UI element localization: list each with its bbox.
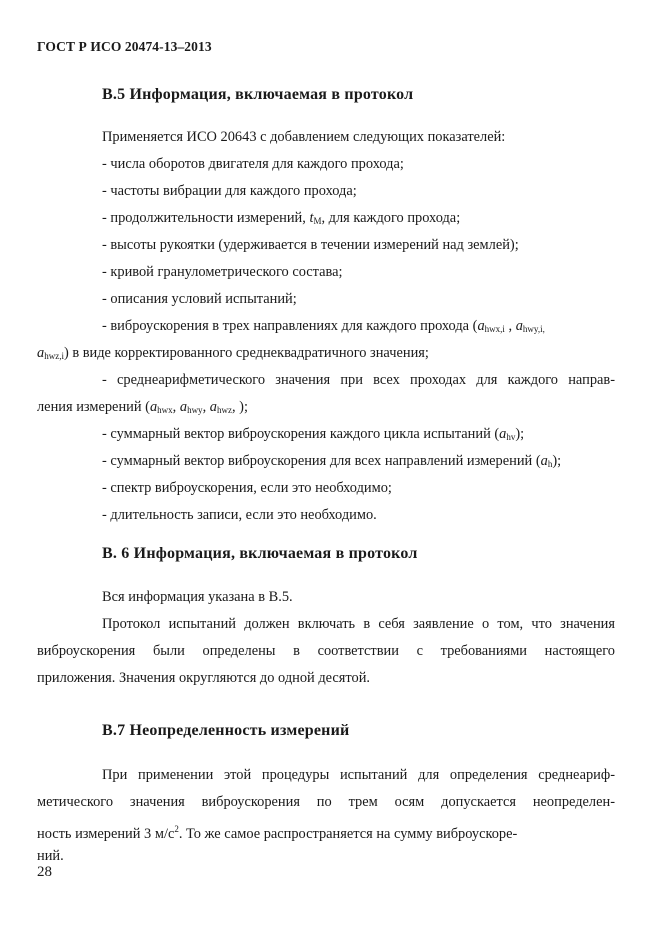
b5-item-sum-cycle: - суммарный вектор виброускорения каждого цикла испытаний $(a_{hv})$; xyxy=(102,426,525,442)
b5-item: - числа оборотов двигателя для каждого прохода; xyxy=(102,156,404,172)
b5-intro: Применяется ИСО 20643 с добавлением следующих показателей: xyxy=(102,129,506,145)
section-b6-title: В. 6 Информация, включаемая в протокол xyxy=(102,545,418,562)
b7-paragraph-line: При применении этой процедуры испытаний для определения среднеариф- xyxy=(102,767,615,783)
b5-item: - описания условий испытаний; xyxy=(102,291,297,307)
b5-item: - высоты рукоятки (удерживается в течении измерений над землей); xyxy=(102,237,519,253)
b5-item-mean-line1: - среднеарифметического значения при всех проходах для каждого направ- xyxy=(102,372,615,388)
page-number: 28 xyxy=(37,864,52,880)
section-b5-title: В.5 Информация, включаемая в протокол xyxy=(102,86,414,103)
b5-item-sum-all: - суммарный вектор виброускорения для всех направлений измерений $(a_h)$; xyxy=(102,453,562,469)
b7-paragraph-line-3: ность измерений 3 $м/с^2$. То же самое распространяется на сумму виброускоре- xyxy=(37,824,518,842)
b5-item-vibro-line1: - виброускорения в трех направлениях для каждого прохода ($a_{hwx,i}$ , $a_{hwy,i,}$ xyxy=(102,318,545,334)
b5-item: - кривой гранулометрического состава; xyxy=(102,264,343,280)
b6-paragraph-1: Вся информация указана в В.5. xyxy=(102,589,293,605)
b5-item: - частоты вибрации для каждого прохода; xyxy=(102,183,357,199)
section-b7-title: В.7 Неопределенность измерений xyxy=(102,722,350,739)
b5-item-vibro-line2: $a_{hwz,i}$) в виде корректированного среднеквадратичного значения; xyxy=(37,345,429,361)
b7-paragraph-line: метического значения виброускорения по трем осям допускается неопределен- xyxy=(37,794,615,810)
b5-item: - длительность записи, если это необходимо. xyxy=(102,507,377,523)
b6-paragraph-2-line: Протокол испытаний должен включать в себя заявление о том, что значения xyxy=(102,616,615,632)
b7-paragraph-line: ний. xyxy=(37,848,64,864)
b6-paragraph-2-line: приложения. Значения округляются до одной десятой. xyxy=(37,670,371,686)
b5-item-mean-line2: ления измерений ($a_{hwx}$, $a_{hwy}$, $a_{hwz}$, ); xyxy=(37,399,248,415)
document-header: ГОСТ Р ИСО 20474-13–2013 xyxy=(37,39,212,54)
b6-paragraph-2-line: виброускорения были определены в соответствии с требованиями настоящего xyxy=(37,643,615,659)
b5-item-duration: - продолжительности измерений, $t_M$, для каждого прохода; xyxy=(102,210,461,226)
b5-item: - спектр виброускорения, если это необходимо; xyxy=(102,480,392,496)
